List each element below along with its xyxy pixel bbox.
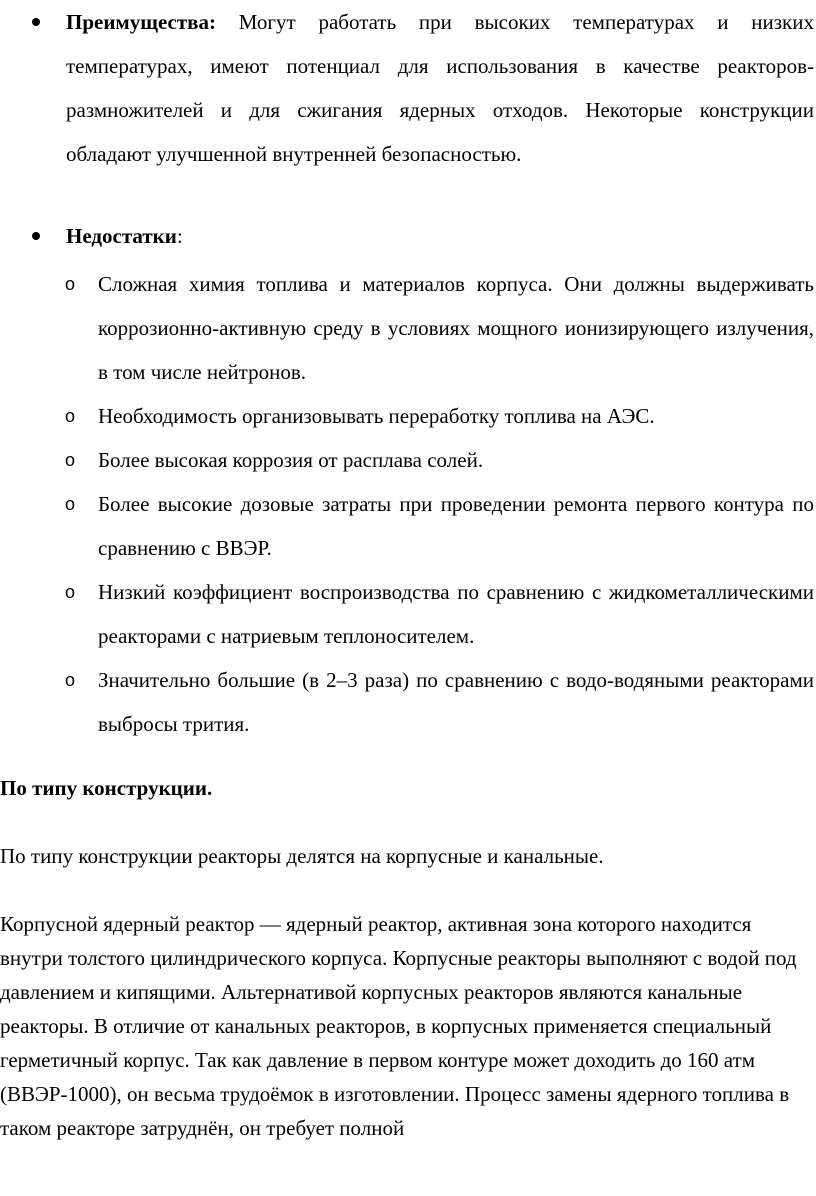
bullet-dot-icon [32, 18, 40, 26]
section-intro: По типу конструкции реакторы делятся на корпусные и канальные. [0, 844, 604, 868]
advantages-label: Преимущества: [66, 10, 217, 34]
list-item-text: Сложная химия топлива и материалов корпуса. Они должны выдерживать коррозионно-активную среду в условиях мощного ионизирующего излучения, в том числе нейтронов. [98, 272, 814, 384]
list-item [65, 658, 814, 746]
list-item-text: Более высокая коррозия от расплава солей. [98, 448, 484, 472]
circle-bullet-icon: o [65, 582, 76, 602]
list-item [65, 438, 814, 482]
list-item [65, 262, 814, 394]
list-item-text: Необходимость организовывать переработку топлива на АЭС. [98, 404, 655, 428]
bullet-dot-icon [32, 232, 40, 240]
list-item [65, 570, 814, 658]
disadvantages-list [65, 262, 814, 746]
list-item [65, 482, 814, 570]
disadvantages-bullet [66, 214, 814, 258]
list-item-text: Значительно большие (в 2–3 раза) по сравнению с водо-водяными реакторами выбросы трития. [98, 668, 814, 736]
advantages-text: Могут работать при высоких температурах и низких температурах, имеют потенциал для использования в качестве реакторов-размножителей и для сжигания ядерных отходов. Некоторые конструкции обладают улучшенной внутренней безопасностью. [66, 10, 814, 166]
section-heading: По типу конструкции. [0, 776, 213, 800]
list-item-text: Более высокие дозовые затраты при проведении ремонта первого контура по сравнению с ВВЭР. [98, 492, 814, 560]
list-item [65, 394, 814, 438]
disadvantages-colon: : [176, 224, 183, 248]
circle-bullet-icon: o [65, 670, 76, 690]
circle-bullet-icon: o [65, 450, 76, 470]
section-paragraph: Корпусной ядерный реактор — ядерный реактор, активная зона которого находится внутри толстого цилиндрического корпуса. Корпусные реакторы выполняют с водой под давлением и кипящими. Альтернативой корпусных реакторов являются канальные реакторы. В отличие от канальных реакторов, в корпусных применяется специальный герметичный корпус. Так как давление в первом контуре может доходить до 160 атм (ВВЭР-1000), он весьма трудоёмок в изготовлении. Процесс замены ядерного топлива в таком реакторе затруднён, он требует полной [0, 912, 797, 1140]
circle-bullet-icon: o [65, 406, 76, 426]
circle-bullet-icon: o [65, 274, 76, 294]
advantages-bullet [66, 0, 814, 176]
disadvantages-label: Недостатки [66, 224, 177, 248]
list-item-text: Низкий коэффициент воспроизводства по сравнению с жидкометаллическими реакторами с натриевым теплоносителем. [98, 580, 814, 648]
circle-bullet-icon: o [65, 494, 76, 514]
